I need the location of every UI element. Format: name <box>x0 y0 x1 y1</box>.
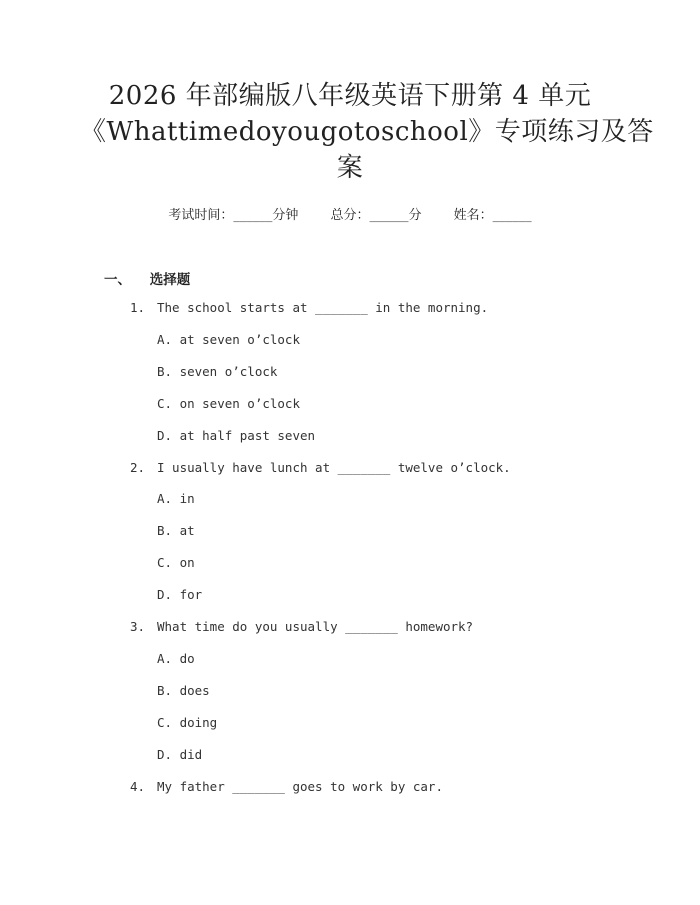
exam-time-field: 考试时间：______分钟 <box>168 208 299 223</box>
question-2 <box>130 460 511 475</box>
answer-option: A. in <box>157 491 195 507</box>
answer-option: C. on <box>157 555 195 571</box>
question-text: I usually have lunch at _______ twelve o’clock. <box>157 459 511 475</box>
title-line-3: 案 <box>336 153 364 183</box>
question-number: 4. <box>130 778 146 794</box>
question-number: 2. <box>130 459 146 475</box>
question-number: 1. <box>130 300 146 315</box>
title-line-1: 2026 年部编版八年级英语下册第 4 单元 <box>108 81 592 111</box>
answer-option: C. doing <box>157 714 218 730</box>
answer-option: A. at seven o’clock <box>157 331 300 347</box>
answer-option: D. did <box>157 746 203 762</box>
answer-option: A. do <box>157 650 195 666</box>
answer-option: D. for <box>157 587 203 603</box>
title-line-2: 《Whattimedoyougotoschool》专项练习及答 <box>80 117 654 147</box>
section-number: 一、 <box>104 272 131 288</box>
total-score-field: 总分：______分 <box>330 208 422 223</box>
answer-option: B. does <box>157 682 210 698</box>
question-text: The school starts at _______ in the morning. <box>157 300 489 315</box>
section-title: 选择题 <box>149 272 191 288</box>
exam-info-line <box>0 204 700 223</box>
name-field: 姓名：______ <box>453 208 532 223</box>
section-heading <box>104 268 190 288</box>
answer-option: C. on seven o’clock <box>157 395 300 411</box>
answer-option: B. at <box>157 523 195 539</box>
question-text: What time do you usually _______ homework? <box>157 619 474 634</box>
question-4 <box>130 779 443 794</box>
document-title <box>80 78 654 186</box>
question-number: 3. <box>130 619 146 634</box>
answer-option: D. at half past seven <box>157 427 316 443</box>
question-3 <box>130 619 473 634</box>
question-text: My father _______ goes to work by car. <box>157 778 443 794</box>
question-1 <box>130 300 488 315</box>
answer-option: B. seven o’clock <box>157 363 278 379</box>
